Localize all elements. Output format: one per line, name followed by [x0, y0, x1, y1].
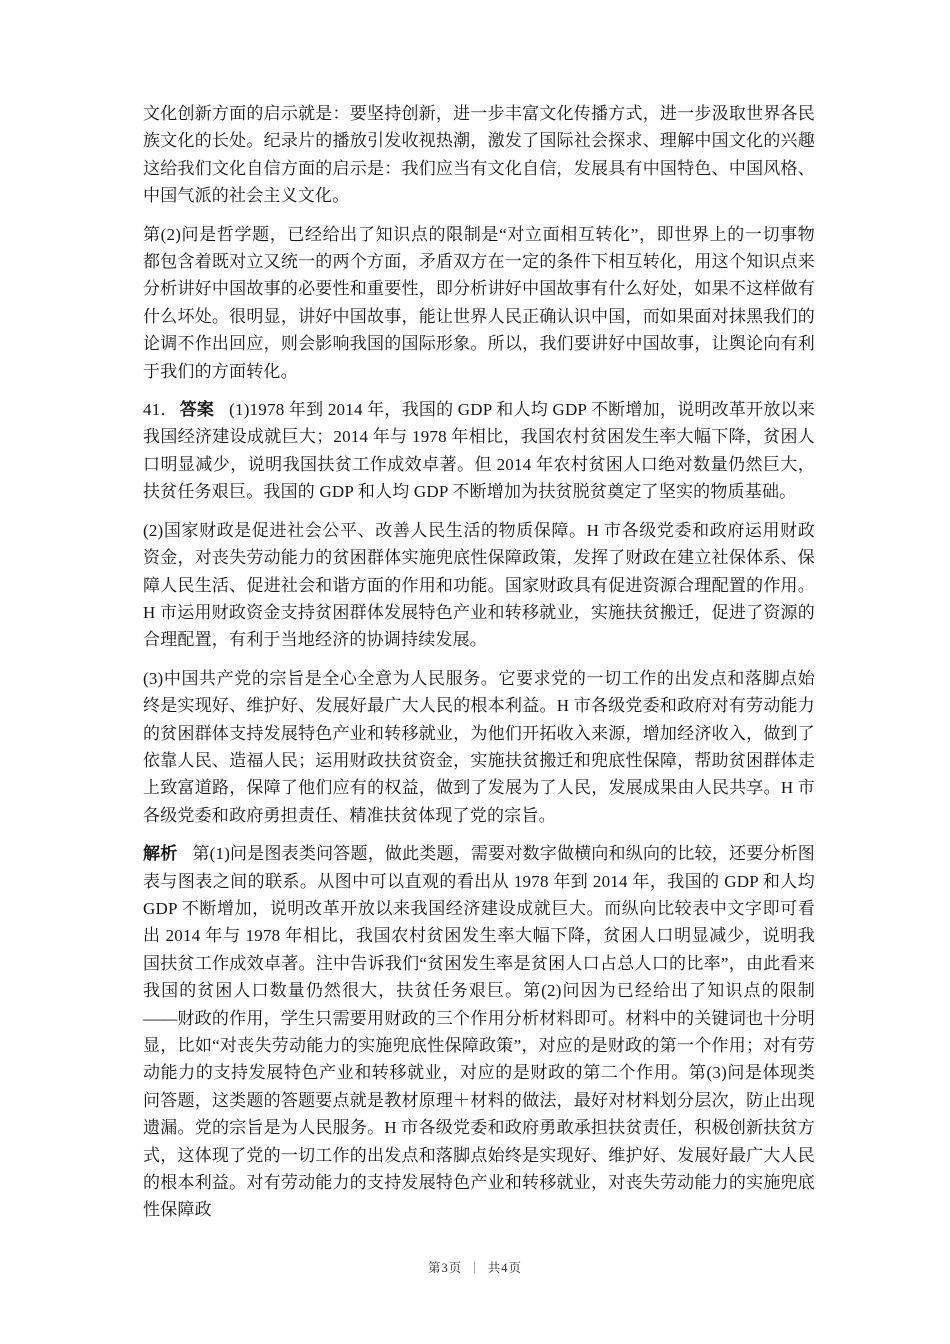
answer-part1-text: (1)1978 年到 2014 年，我国的 GDP 和人均 GDP 不断增加，说明改革开放以来我国经济建设成就巨大；2014 年与 1978 年相比，我国农村贫困发生率大幅下降，贫困人口明显减少，说明我国扶贫工作成效卓著。但 2014 年农村贫困人口绝对数量仍然巨大，扶贫任务艰巨。我国的 GDP 和人均 GDP 不断增加为扶贫脱贫奠定了坚实的物质基础。 — [143, 400, 815, 502]
paragraph-analysis — [143, 840, 815, 1224]
current-page-label: 第3页 — [427, 1261, 463, 1275]
paragraph-answer-part3 — [143, 665, 815, 829]
document-body — [143, 100, 815, 1235]
paragraph-culture-innovation — [143, 100, 815, 210]
answer-part2-text: (2)国家财政是促进社会公平、改善人民生活的物质保障。H 市各级党委和政府运用财政资金，对丧失劳动能力的贫困群体实施兜底性保障政策，发挥了财政在建立社保体系、保障人民生活、促进社会和谐方面的作用和功能。国家财政具有促进资源合理配置的作用。H 市运用财政资金支持贫困群体发展特色产业和转移就业，实施扶贫搬迁，促进了资源的合理配置，有利于当地经济的协调持续发展。 — [143, 520, 815, 650]
paragraph-text: 第(2)问是哲学题，已经给出了知识点的限制是“对立面相互转化”，即世界上的一切事物都包含着既对立又统一的两个方面，矛盾双方在一定的条件下相互转化，用这个知识点来分析讲好中国故事的必要性和重要性，即分析讲好中国故事有什么好处，如果不这样做有什么坏处。很明显，讲好中国故事，能让世界人民正确认识中国，而如果面对抹黑我们的论调不作出回应，则会影响我国的国际形象。所以，我们要讲好中国故事，让舆论向有利于我们的方面转化。 — [143, 224, 815, 381]
paragraph-answer-part2 — [143, 517, 815, 654]
answer-label: 答案 — [179, 400, 215, 420]
analysis-text: 第(1)问是图表类问答题，做此类题，需要对数字做横向和纵向的比较，还要分析图表与图表之间的联系。从图中可以直观的看出从 1978 年到 2014 年，我国的 GDP 和人均 GDP 不断增加，说明改革开放以来我国经济建设成就巨大。而纵向比较表中文字即可看出 2014 年与 1978 年相比，我国农村贫困发生率大幅下降，贫困人口明显减少，说明我国扶贫工作成效卓著。注中告诉我们“贫困发生率是贫困人口占总人口的比率”，由此看来我国的贫困人口数量仍然很大，扶贫任务艰巨。第(2)问因为已经给出了知识点的限制——财政的作用，学生只需要用财政的三个作用分析材料即可。材料中的关键词也十分明显，比如“对丧失劳动能力的实施兜底性保障政策”，对应的是财政的第一个作用；对有劳动能力的支持发展特色产业和转移就业，对应的是财政的第二个作用。第(3)问是体现类问答题，这类题的答题要点就是教材原理＋材料的做法，最好对材料划分层次，防止出现遗漏。党的宗旨是为人民服务。H 市各级党委和政府勇敢承担扶贫责任，积极创新扶贫方式，这体现了党的一切工作的出发点和落脚点始终是实现好、维护好、发展好最广大人民的根本利益。对有劳动能力的支持发展特色产业和转移就业，对丧失劳动能力的实施兜底性保障政 — [143, 844, 816, 1220]
paragraph-text: 文化创新方面的启示就是：要坚持创新，进一步丰富文化传播方式，进一步汲取世界各民族文化的长处。纪录片的播放引发收视热潮，激发了国际社会探求、理解中国文化的兴趣这给我们文化自信方面的启示是：我们应当有文化自信，发展具有中国特色、中国风格、中国气派的社会主义文化。 — [143, 104, 815, 206]
paragraph-philosophy-question — [143, 221, 815, 385]
paragraph-q41-answer — [143, 396, 815, 506]
total-pages-label: 共4页 — [487, 1261, 523, 1275]
question-number: 41． — [143, 400, 178, 420]
footer-separator: ｜ — [468, 1261, 482, 1275]
page-footer — [0, 1258, 950, 1276]
answer-part3-text: (3)中国共产党的宗旨是全心全意为人民服务。它要求党的一切工作的出发点和落脚点始终是实现好、维护好、发展好最广大人民的根本利益。H 市各级党委和政府对有劳动能力的贫困群体支持发展特色产业和转移就业，为他们开拓收入来源，增加经济收入，做到了依靠人民、造福人民；运用财政扶贫资金，实施扶贫搬迁和兜底性保障，帮助贫困群体走上致富道路，保障了他们应有的权益，做到了发展为了人民，发展成果由人民共享。H 市各级党委和政府勇担责任、精准扶贫体现了党的宗旨。 — [143, 668, 815, 825]
analysis-label: 解析 — [143, 844, 178, 864]
